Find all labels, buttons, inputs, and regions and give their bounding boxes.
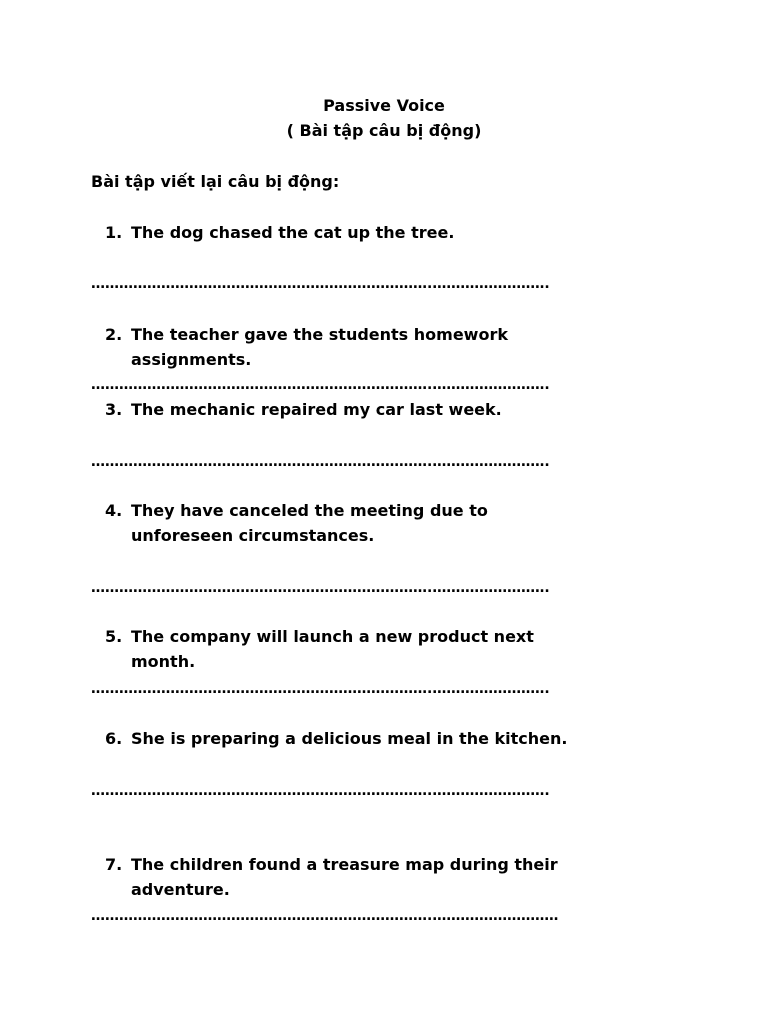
question-6: [105, 726, 575, 751]
question-3: [105, 397, 575, 422]
answer-line-3: ……………………………………………………………….…………………….: [91, 454, 550, 470]
page-title: Passive Voice: [323, 96, 445, 115]
answer-line-2: ……………………………………………………………….…………………….: [91, 377, 550, 393]
answer-line-1: ……………………………………………………………….…………………….: [91, 276, 550, 292]
question-5: [105, 624, 575, 674]
question-number: 4.: [105, 501, 123, 520]
answer-line-4: ……………………………………………………………….…………………….: [91, 580, 550, 596]
question-text: The dog chased the cat up the tree.: [131, 223, 455, 242]
question-number: 1.: [105, 223, 123, 242]
question-text: The company will launch a new product next month.: [131, 627, 534, 671]
question-text: The teacher gave the students homework assignments.: [131, 325, 508, 369]
answer-line-7: ……………………………………………………………….………………………: [91, 908, 559, 924]
question-text: The children found a treasure map during their adventure.: [131, 855, 558, 899]
question-4: [105, 498, 575, 548]
answer-line-6: ……………………………………………………………….…………………….: [91, 783, 550, 799]
page-subtitle: ( Bài tập câu bị động): [286, 121, 482, 140]
question-number: 5.: [105, 627, 123, 646]
question-number: 6.: [105, 729, 123, 748]
question-7: [105, 852, 625, 902]
section-heading: Bài tập viết lại câu bị động:: [91, 172, 340, 191]
question-1: [105, 220, 575, 245]
question-number: 3.: [105, 400, 123, 419]
question-2: [105, 322, 575, 372]
question-number: 2.: [105, 325, 123, 344]
question-text: She is preparing a delicious meal in the kitchen.: [131, 729, 568, 748]
question-text: The mechanic repaired my car last week.: [131, 400, 502, 419]
question-text: They have canceled the meeting due to unforeseen circumstances.: [131, 501, 488, 545]
question-number: 7.: [105, 855, 123, 874]
answer-line-5: ……………………………………………………………….…………………….: [91, 681, 550, 697]
